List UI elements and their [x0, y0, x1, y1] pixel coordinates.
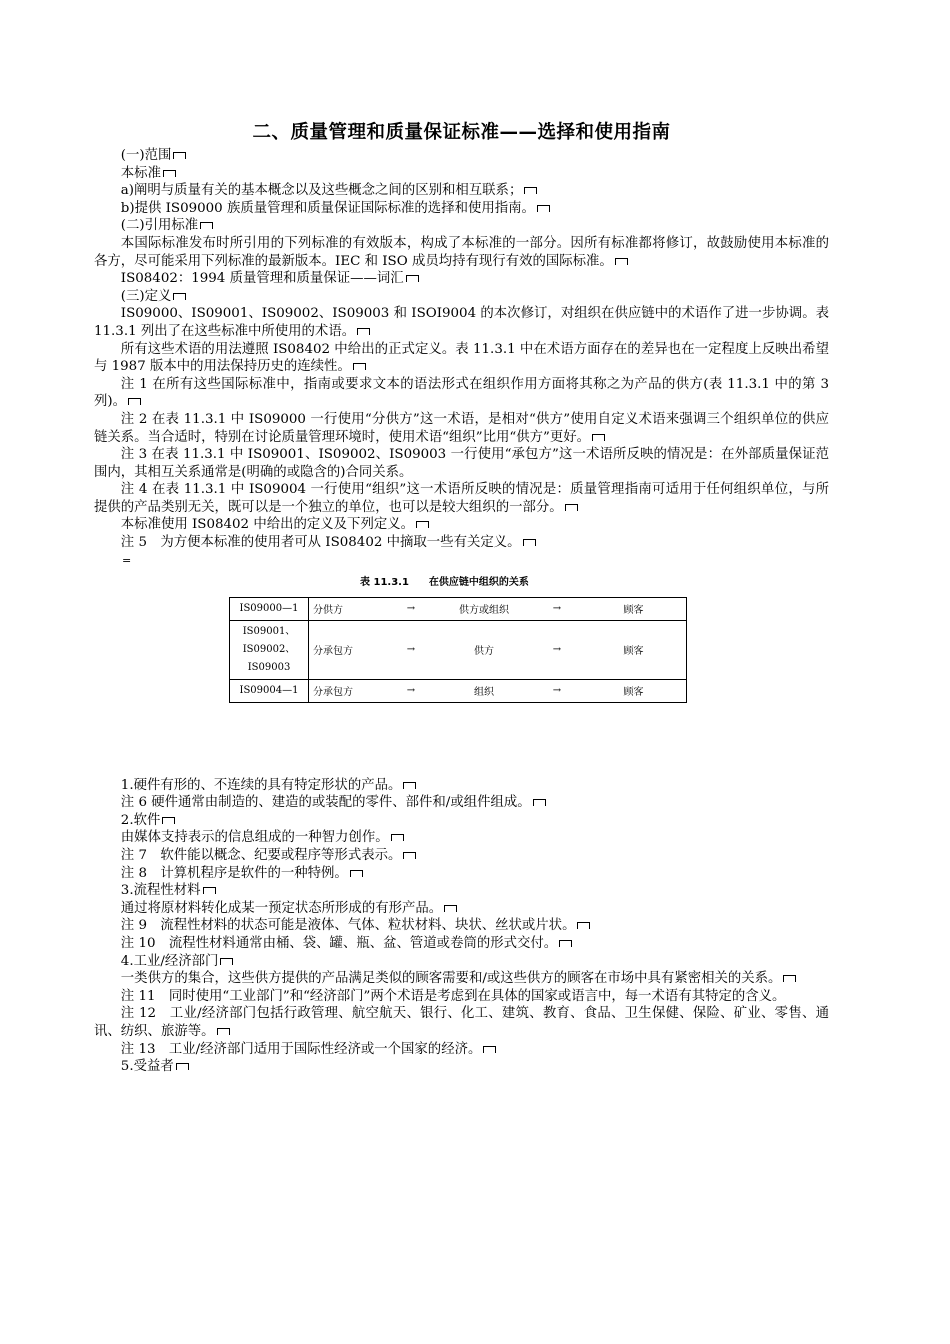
reference: IS08402：1994 质量管理和质量保证——词汇	[94, 270, 829, 288]
paragraph-mark-icon	[217, 1028, 230, 1035]
table-cell: 分供方	[313, 605, 343, 617]
table-caption: 表 11.3.1 在供应链中组织的关系	[360, 576, 529, 588]
arrow-icon: →	[533, 620, 581, 679]
definition-heading: 2.软件	[94, 812, 829, 830]
paragraph-mark-icon	[783, 975, 796, 982]
note: 注 3 在表 11.3.1 中 IS09001、IS09002、IS09003 一行使用“承包方”这一术语所反映的情况是：在外部质量保证范围内，其相互关系通常是(明确的或隐含的)合同关系。	[94, 447, 829, 480]
arrow-icon: →	[552, 603, 562, 615]
section-heading: (三)定义	[94, 288, 829, 306]
note: 注 4 在表 11.3.1 中 IS09004 一行使用“组织”这一术语所反映的情况是：质量管理指南可适用于任何组织单位，与所提供的产品类别无关，既可以是一个独立的单位，也可以是较大组织的一部分。	[94, 482, 829, 515]
definition: 1.硬件有形的、不连续的具有特定形状的产品。	[94, 777, 829, 795]
section-heading: (二)引用标准	[94, 217, 829, 235]
paragraph-mark-icon	[200, 222, 213, 229]
paragraph: 本标准	[94, 165, 829, 183]
note: 注 12 工业/经济部门包括行政管理、航空航天、银行、化工、建筑、教育、食品、卫生保健、保险、矿业、零售、通讯、纺织、旅游等。	[94, 1006, 829, 1039]
note: 注 8 计算机程序是软件的一种特例。	[94, 865, 829, 883]
paragraph-mark-icon	[163, 170, 176, 177]
paragraph-mark-icon	[176, 1063, 189, 1070]
definition: 由媒体支持表示的信息组成的一种智力创作。	[94, 829, 829, 847]
paragraph-mark-icon	[173, 293, 186, 300]
paragraph-mark-icon	[403, 852, 416, 859]
list-item: b)提供 IS09000 族质量管理和质量保证国际标准的选择和使用指南。	[94, 200, 829, 218]
paragraph: IS09000、IS09001、IS09002、IS09003 和 ISOI9004 的本次修订，对组织在供应链中的术语作了进一步协调。表 11.3.1 列出了在这些标准中所使用的术语。	[94, 306, 829, 339]
note: 注 6 硬件通常由制造的、建造的或装配的零件、部件和/或组件组成。	[94, 794, 829, 812]
relation-table	[229, 597, 687, 703]
paragraph-mark-icon	[533, 799, 546, 806]
note: 注 7 软件能以概念、纪要或程序等形式表示。	[94, 847, 829, 865]
definition-heading: 3.流程性材料	[94, 882, 829, 900]
note: 注 2 在表 11.3.1 中 IS09000 一行使用“分供方”这一术语，是相对“供方”使用自定义术语来强调三个组织单位的供应链关系。当合适时，特别在讨论质量管理环境时，使用术语“组织”比用“供方”更好。	[94, 411, 829, 445]
table-cell: 分承包方	[309, 679, 388, 702]
paragraph-mark-icon	[615, 258, 628, 265]
paragraph-mark-icon	[537, 205, 550, 212]
table-cell: 组织	[435, 679, 533, 702]
paragraph-mark-icon	[128, 398, 141, 405]
definition-heading: 5.受益者	[94, 1058, 829, 1076]
arrow-icon: →	[387, 679, 435, 702]
paragraph: 本国际标准发布时所引用的下列标准的有效版本，构成了本标准的一部分。因所有标准都将修订，故鼓励使用本标准的各方，尽可能采用下列标准的最新版本。IEC 和 ISO 成员均持有现行有效的国际标准。	[94, 235, 829, 269]
paragraph: 本标准使用 IS08402 中给出的定义及下列定义。	[94, 516, 829, 534]
arrow-icon: →	[406, 603, 416, 615]
arrow-icon: →	[533, 679, 581, 702]
definition-heading: 4.工业/经济部门	[94, 953, 829, 971]
table-cell: IS09004—1	[230, 679, 309, 702]
definition: 一类供方的集合，这些供方提供的产品满足类似的顾客需要和/或这些供方的顾客在市场中具有紧密相关的关系。	[94, 970, 829, 988]
note: 注 1 在所有这些国际标准中，指南或要求文本的语法形式在组织作用方面将其称之为产品的供方(表 11.3.1 中的第 3 列)。	[94, 376, 829, 410]
paragraph-mark-icon	[353, 363, 366, 370]
paragraph-mark-icon	[203, 887, 216, 894]
table-cell: 分承包方	[309, 620, 388, 679]
paragraph-mark-icon	[357, 328, 370, 335]
table-cell: IS09001、 IS09002、 IS09003	[230, 620, 309, 679]
note: 注 5 为方便本标准的使用者可从 IS08402 中摘取一些有关定义。	[94, 534, 829, 552]
page-title: 二、质量管理和质量保证标准——选择和使用指南	[252, 122, 671, 143]
table-row	[230, 620, 687, 679]
paragraph-mark-icon	[350, 870, 363, 877]
document-page	[94, 118, 829, 1076]
paragraph-mark-icon	[523, 539, 536, 546]
table-cell: 供方	[435, 620, 533, 679]
arrow-icon: →	[387, 620, 435, 679]
paragraph-mark-icon	[577, 922, 590, 929]
list-item: a)阐明与质量有关的基本概念以及这些概念之间的区别和相互联系；	[94, 182, 829, 200]
table-row	[230, 679, 687, 702]
table-cell: 供方或组织	[459, 605, 509, 617]
paragraph-mark-icon	[173, 152, 186, 159]
table-cell: 顾客	[581, 620, 687, 679]
paragraph-mark-icon	[416, 521, 429, 528]
paragraph-mark-icon	[524, 187, 537, 194]
table-cell: IS09000—1	[230, 597, 309, 620]
paragraph-mark-icon	[565, 504, 578, 511]
relation-figure	[94, 570, 829, 755]
table-row	[230, 597, 687, 620]
paragraph-mark-icon	[220, 958, 233, 965]
paragraph-mark-icon	[483, 1046, 496, 1053]
paragraph-mark-icon	[406, 275, 419, 282]
note: 注 13 工业/经济部门适用于国际性经济或一个国家的经济。	[94, 1041, 829, 1059]
section-heading: (一)范围	[94, 147, 829, 165]
paragraph-mark-icon	[559, 940, 572, 947]
paragraph-mark-icon	[403, 782, 416, 789]
paragraph-mark-icon	[444, 905, 457, 912]
table-cell: 顾客	[581, 679, 687, 702]
paragraph: 所有这些术语的用法遵照 IS08402 中给出的正式定义。表 11.3.1 中在术语方面存在的差异也在一定程度上反映出希望与 1987 版本中的用法保持历史的连续性。	[94, 341, 829, 375]
stray-mark: =	[122, 553, 132, 567]
paragraph-mark-icon	[162, 817, 175, 824]
note: 注 9 流程性材料的状态可能是液体、气体、粒状材料、块状、丝状或片状。	[94, 917, 829, 935]
definition: 通过将原材料转化成某一预定状态所形成的有形产品。	[94, 900, 829, 918]
table-cell: 顾客	[623, 605, 644, 617]
note: 注 10 流程性材料通常由桶、袋、罐、瓶、盆、管道或卷筒的形式交付。	[94, 935, 829, 953]
paragraph-mark-icon	[592, 434, 605, 441]
note: 注 11 同时使用“工业部门”和“经济部门”两个术语是考虑到在具体的国家或语言中，每一术语有其特定的含义。	[120, 988, 786, 1004]
paragraph-mark-icon	[391, 834, 404, 841]
